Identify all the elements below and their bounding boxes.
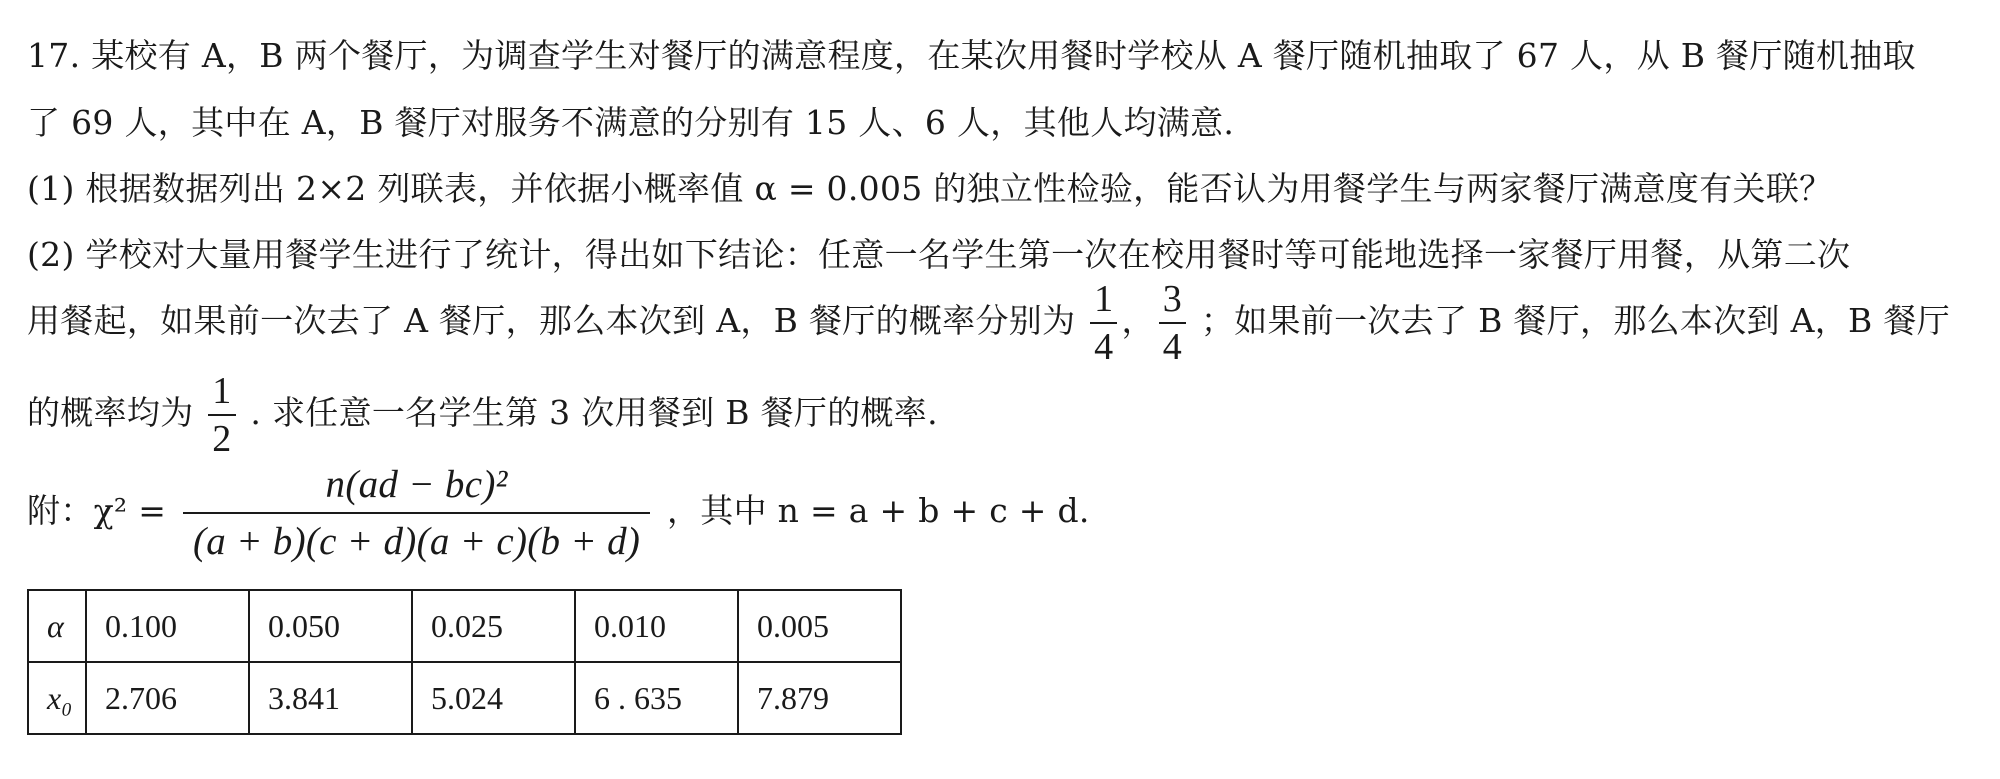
- problem-line-2: 了 69 人，其中在 A，B 餐厅对服务不满意的分别有 15 人、6 人，其他人均满意.: [27, 103, 1235, 142]
- table-cell: 7.879: [738, 662, 901, 734]
- table-cell: 0.025: [412, 590, 575, 662]
- problem-number: 17.: [27, 36, 81, 75]
- fraction-one-quarter: $\frac{1}{4}$: [1090, 280, 1117, 366]
- part2-text-d: . 求任意一名学生第 3 次用餐到 B 餐厅的概率.: [250, 393, 938, 432]
- table-header-x0: x₀: [28, 662, 86, 734]
- chi-square-fraction: $\frac{\text{n(ad − bc)²}}{(a + b)(c + d)(a + c)(b + d)}$: [183, 465, 650, 561]
- table-cell: 0.100: [86, 590, 249, 662]
- table-cell: 3.841: [249, 662, 412, 734]
- part2-text-c: 的概率均为: [27, 393, 194, 432]
- formula-tail: ，其中 n = a + b + c + d.: [666, 491, 1090, 530]
- table-cell: 0.005: [738, 590, 901, 662]
- question-part-1: (1) 根据数据列出 2×2 列联表，并依据小概率值 α = 0.005 的独立性检验，能否认为用餐学生与两家餐厅满意度有关联？: [27, 169, 1833, 208]
- fraction-one-half: $\frac{1}{2}$: [208, 372, 235, 458]
- question-part-2-line-3: [27, 372, 938, 458]
- table-row-x0: [28, 662, 901, 734]
- part2-text-a: 用餐起，如果前一次去了 A 餐厅，那么本次到 A，B 餐厅的概率分别为: [27, 301, 1076, 340]
- question-part-2-line-1: (2) 学校对大量用餐学生进行了统计，得出如下结论：任意一名学生第一次在校用餐时等可能地选择一家餐厅用餐，从第二次: [27, 235, 1851, 274]
- table-row-alpha: [28, 590, 901, 662]
- table-cell: 2.706: [86, 662, 249, 734]
- question-part-2-line-2: [27, 280, 1950, 366]
- critical-value-table: [27, 589, 902, 735]
- table-cell: 6 . 635: [575, 662, 738, 734]
- fraction-three-quarters: $\frac{3}{4}$: [1159, 280, 1186, 366]
- table-cell: 0.010: [575, 590, 738, 662]
- table-cell: 0.050: [249, 590, 412, 662]
- problem-intro: 某校有 A，B 两个餐厅，为调查学生对餐厅的满意程度，在某次用餐时学校从 A 餐厅随机抽取了 67 人，从 B 餐厅随机抽取: [91, 36, 1916, 75]
- part2-text-b: ；如果前一次去了 B 餐厅，那么本次到 A，B 餐厅: [1200, 301, 1950, 340]
- table-cell: 5.024: [412, 662, 575, 734]
- appendix-label: 附：χ² =: [27, 491, 167, 530]
- table-header-alpha: α: [28, 590, 86, 662]
- problem-line-1: [27, 30, 1916, 77]
- fraction-separator: ，: [1121, 301, 1155, 340]
- appendix-formula: [27, 465, 1090, 561]
